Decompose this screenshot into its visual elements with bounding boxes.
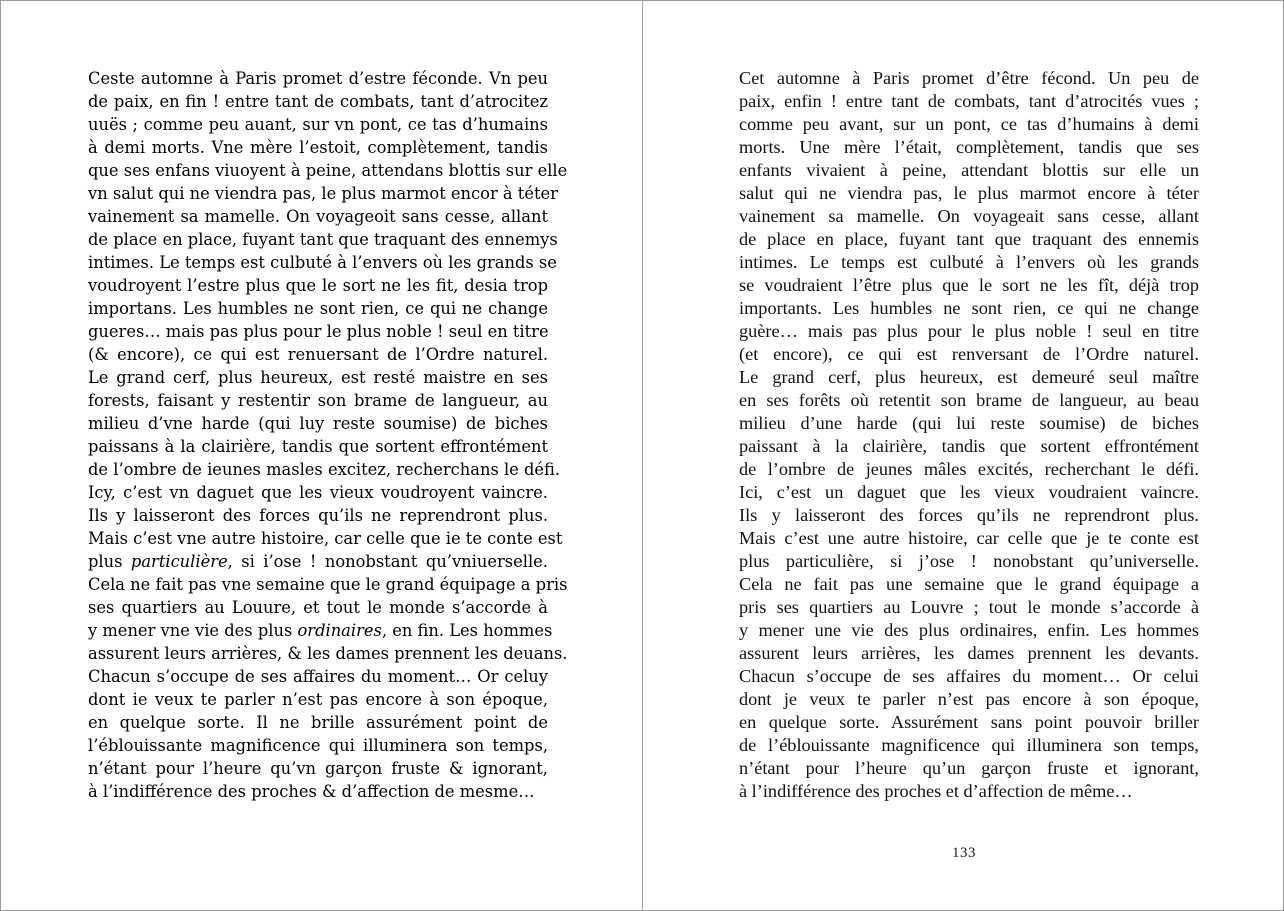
text-line: Icy, c’est vn daguet que les vieux voudroyent vaincre. [88,483,548,502]
text-line: de l’ombre de ieunes masles excitez, recherchans le défi. [88,460,561,479]
text-line: paissans à la clairière, tandis que sortent effrontément [88,437,548,456]
text-line: à demi morts. Vne mère l’estoit, complètement, tandis [88,138,548,157]
text-line: Mais c’est vne autre histoire, car celle que ie te conte est [88,529,563,548]
text-line: plus particulière, si j’ose ! nonobstant qu’universelle. [739,551,1199,571]
text-line: assurent leurs arrières, les dames prennent les devants. [739,643,1199,663]
text-line: de place en place, fuyant tant que traquant des ennemys [88,230,558,249]
right-page [643,1,1284,911]
text-line: à l’indifférence des proches & d’affection de mesme… [88,782,535,801]
text-line: dont ie veux te parler n’est pas encore à son époque, [88,690,548,709]
text-line: paix, enfin ! entre tant de combats, tant d’atrocités vues ; [739,91,1199,111]
text-line: enfants vivaient à peine, attendant blottis sur elle un [739,160,1199,180]
text-line: de paix, en fin ! entre tant de combats, tant d’atrocitez [88,92,548,111]
text-line: de place en place, fuyant tant que traquant des ennemis [739,229,1199,249]
text-line: voudroyent l’estre plus que le sort ne les fit, desia trop [88,276,548,295]
text-line: (& encore), ce qui est renuersant de l’Ordre naturel. [88,345,548,364]
page-number: 133 [952,845,976,861]
italic-word: ordinaires [297,621,382,640]
text-line: Cela ne fait pas vne semaine que le grand équipage a pris [88,575,568,594]
text-line: vn salut qui ne viendra pas, le plus marmot encor à téter [88,184,558,203]
text-line: importants. Les humbles ne sont rien, ce qui ne change [739,298,1199,318]
text-line [88,619,553,642]
text-line: assurent leurs arrières, & les dames prennent les deuans. [88,644,568,663]
text-line: Le grand cerf, plus heureux, est resté maistre en ses [88,368,548,387]
text-line: importans. Les humbles ne sont rien, ce qui ne change [88,299,548,318]
text-line: vainement sa mamelle. On voyageoit sans cesse, allant [88,207,548,226]
right-page-text [739,67,1199,803]
text-line: l’éblouissante magnificence qui illuminera son temps, [88,736,548,755]
text-line: Cela ne fait pas une semaine que le grand équipage a [739,574,1199,594]
text-run: , si i’ose ! nonobstant qu’vniuerselle. [227,552,548,571]
left-page-text [88,67,568,803]
text-line: Chacun s’occupe de ses affaires du moment… Or celui [739,666,1199,686]
text-line: à l’indifférence des proches et d’affection de même… [739,781,1133,801]
text-line: morts. Une mère l’était, complètement, tandis que ses [739,137,1199,157]
italic-word: particulière [130,552,228,571]
text-line: intimes. Le temps est culbuté à l’envers où les grands se [88,253,557,272]
text-line: de l’ombre de jeunes mâles excités, recherchant le défi. [739,459,1199,479]
text-line: Ils y laisseront des forces qu’ils ne reprendront plus. [739,505,1199,525]
text-line: comme peu avant, sur un pont, ce tas d’humains à demi [739,114,1199,134]
text-line: Ici, c’est un daguet que les vieux voudraient vaincre. [739,482,1199,502]
text-line: intimes. Le temps est culbuté à l’envers où les grands [739,252,1199,272]
text-line: forests, faisant y restentir son brame de langueur, au [88,391,548,410]
text-line: Chacun s’occupe de ses affaires du moment… Or celuy [88,667,548,686]
text-line: dont je veux te parler n’est pas encore à son époque, [739,689,1199,709]
text-run: y mener vne vie des plus [88,621,298,640]
text-line: paissant à la clairière, tandis que sortent effrontément [739,436,1199,456]
text-line: en ses forêts où retentit son brame de langueur, au beau [739,390,1199,410]
text-line: guère… mais pas plus pour le plus noble ! seul en titre [739,321,1199,341]
text-line: n’étant pour l’heure qu’un garçon fruste et ignorant, [739,758,1199,778]
text-line: en quelque sorte. Il ne brille assurément point de [88,713,548,732]
text-line [88,550,548,573]
text-line: se voudraient l’être plus que le sort ne les fît, déjà trop [739,275,1199,295]
text-line: Ils y laisseront des forces qu’ils ne reprendront plus. [88,506,548,525]
text-line: Cet automne à Paris promet d’être fécond. Un peu de [739,68,1199,88]
text-line: (et encore), ce qui est renversant de l’Ordre naturel. [739,344,1199,364]
text-line: en quelque sorte. Assurément sans point pouvoir briller [739,712,1199,732]
text-line: milieu d’vne harde (qui luy reste soumise) de biches [88,414,548,433]
text-line: salut qui ne viendra pas, le plus marmot encore à téter [739,183,1199,203]
text-line: uuës ; comme peu auant, sur vn pont, ce tas d’humains [88,115,548,134]
text-line: pris ses quartiers au Louvre ; tout le monde s’accorde à [739,597,1199,617]
text-run: , en fin. Les hommes [381,621,553,640]
text-line: ses quartiers au Louure, et tout le monde s’accorde à [88,598,548,617]
text-line: que ses enfans viuoyent à peine, attendans blottis sur elle [88,161,568,180]
left-page [1,1,642,911]
text-line: y mener une vie des plus ordinaires, enfin. Les hommes [739,620,1199,640]
text-line: Le grand cerf, plus heureux, est demeuré seul maître [739,367,1199,387]
text-line: n’étant pour l’heure qu’vn garçon fruste & ignorant, [88,759,548,778]
text-line: Mais c’est une autre histoire, car celle que je te conte est [739,528,1199,548]
text-run: plus [88,552,131,571]
text-line: milieu d’une harde (qui lui reste soumise) de biches [739,413,1199,433]
text-line: gueres… mais pas plus pour le plus noble ! seul en titre [88,322,549,341]
text-line: vainement sa mamelle. On voyageait sans cesse, allant [739,206,1199,226]
text-line: de l’éblouissante magnificence qui illuminera son temps, [739,735,1199,755]
text-line: Ceste automne à Paris promet d’estre féconde. Vn peu [88,69,548,88]
